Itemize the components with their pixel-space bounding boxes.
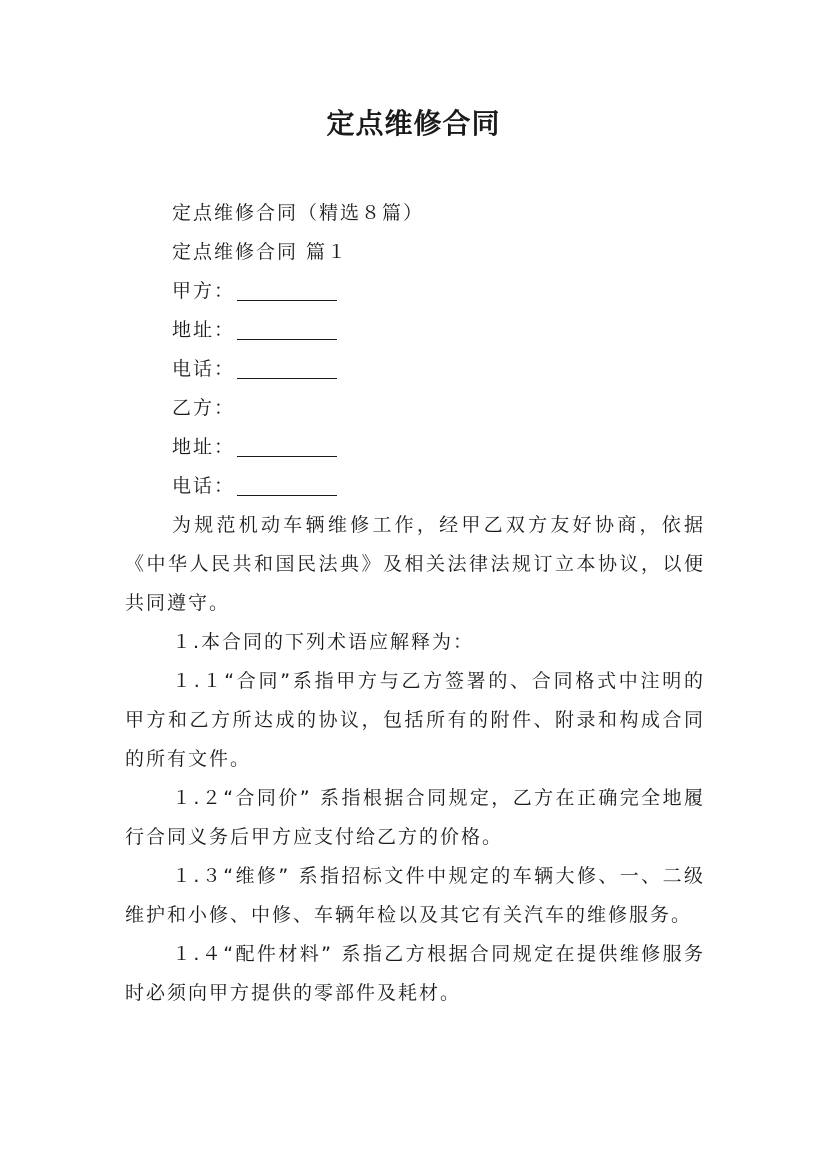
party-a-phone-row bbox=[125, 350, 705, 389]
paragraph-terms-heading: １.本合同的下列术语应解释为： bbox=[172, 631, 475, 653]
party-a-address-row bbox=[125, 311, 705, 350]
paragraph-term-contract-price: １.２“合同价” 系指根据合同规定，乙方在正确完全地履行合同义务后甲方应支付给乙方的价格。 bbox=[125, 787, 705, 848]
party-a-address-label: 地址： bbox=[172, 319, 236, 341]
party-b-address-label: 地址： bbox=[172, 436, 236, 458]
document-title: 定点维修合同 bbox=[326, 107, 501, 140]
party-a-label: 甲方： bbox=[172, 280, 236, 302]
party-a-phone-label: 电话： bbox=[172, 358, 236, 380]
party-a-address-blank-line bbox=[237, 315, 337, 340]
document-subtitle: 定点维修合同（精选８篇） bbox=[172, 202, 425, 224]
paragraph-preamble: 为规范机动车辆维修工作，经甲乙双方友好协商，依据《中华人民共和国民法典》及相关法律法规订立本协议，以便共同遵守。 bbox=[125, 514, 705, 614]
party-b-address-blank-line bbox=[237, 432, 337, 457]
document-body bbox=[125, 194, 705, 1013]
party-b-phone-row bbox=[125, 467, 705, 506]
section-heading: 定点维修合同 篇１ bbox=[172, 241, 349, 263]
party-b-phone-label: 电话： bbox=[172, 475, 236, 497]
paragraph-term-contract: １.１“合同”系指甲方与乙方签署的、合同格式中注明的甲方和乙方所达成的协议，包括所有的附件、附录和构成合同的所有文件。 bbox=[125, 670, 705, 770]
party-b-label: 乙方： bbox=[172, 397, 236, 419]
party-b-address-row bbox=[125, 428, 705, 467]
party-a-blank-line bbox=[237, 276, 337, 301]
paragraph-term-repair: １.３“维修” 系指招标文件中规定的车辆大修、一、二级维护和小修、中修、车辆年检以及其它有关汽车的维修服务。 bbox=[125, 865, 705, 926]
party-a-phone-blank-line bbox=[237, 354, 337, 379]
paragraph-term-parts: １.４“配件材料” 系指乙方根据合同规定在提供维修服务时必须向甲方提供的零部件及耗材。 bbox=[125, 943, 705, 1004]
party-b-phone-blank-line bbox=[237, 471, 337, 496]
party-a-row bbox=[125, 272, 705, 311]
party-b-row bbox=[125, 389, 705, 428]
